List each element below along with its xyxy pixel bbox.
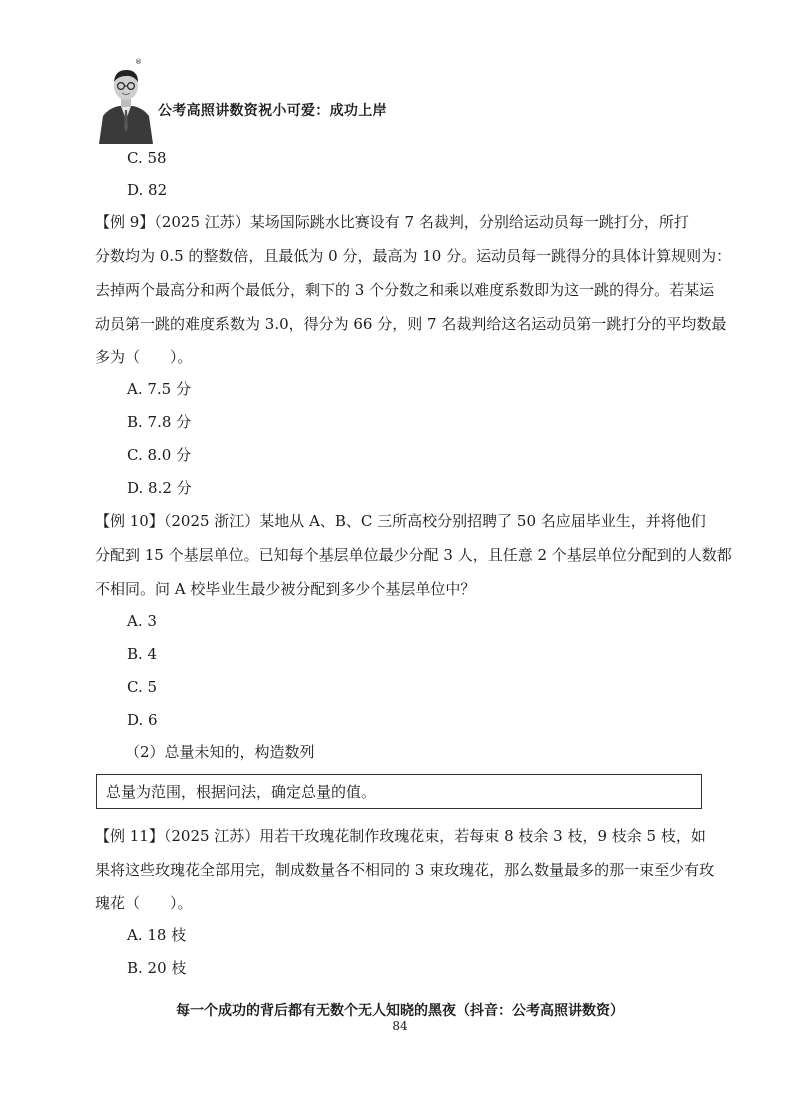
example11-line: 果将这些玫瑰花全部用完，制成数量各不相同的 3 束玫瑰花，那么数量最多的那一束至少有玫 xyxy=(95,861,715,879)
example10-line: 【例 10】（2025 浙江）某地从 A、B、C 三所高校分别招聘了 50 名应届毕业生，并将他们 xyxy=(95,512,706,530)
example11-line: 瑰花（ ）。 xyxy=(95,894,193,912)
example10-line: 不相同。问 A 校毕业生最少被分配到多少个基层单位中？ xyxy=(95,580,476,598)
example9-line: 多为（ ）。 xyxy=(95,348,193,366)
example9-option-d: D. 8.2 分 xyxy=(127,479,192,497)
example9-line: 动员第一跳的难度系数为 3.0，得分为 66 分，则 7 名裁判给这名运动员第一跳打分的平均数最 xyxy=(95,315,727,333)
example10-option-b: B. 4 xyxy=(127,645,158,663)
example11-option-a: A. 18 枝 xyxy=(127,926,187,944)
prev-option-c: C. 58 xyxy=(127,149,167,167)
example9-line: 去掉两个最高分和两个最低分，剩下的 3 个分数之和乘以难度系数即为这一跳的得分。若某运 xyxy=(95,281,715,299)
trademark-symbol: ® xyxy=(135,58,142,66)
page-number: 84 xyxy=(392,1019,408,1033)
example9-option-b: B. 7.8 分 xyxy=(127,413,192,431)
example11-line: 【例 11】（2025 江苏）用若干玫瑰花制作玫瑰花束，若每束 8 枝余 3 枝，9 枝余 5 枝，如 xyxy=(95,827,706,845)
example9-line: 分数均为 0.5 的整数倍，且最低为 0 分，最高为 10 分。运动员每一跳得分的具体计算规则为： xyxy=(95,247,732,265)
tip-box-text: 总量为范围，根据问法，确定总量的值。 xyxy=(106,783,377,801)
prev-option-d: D. 82 xyxy=(127,181,168,199)
example11-option-b: B. 20 枝 xyxy=(127,959,187,977)
example10-option-a: A. 3 xyxy=(127,612,157,630)
footer-motto: 每一个成功的背后都有无数个无人知晓的黑夜（抖音：公考高照讲数资） xyxy=(176,1003,624,1019)
header-slogan: 公考高照讲数资祝小可爱：成功上岸 xyxy=(158,103,387,119)
tip-box xyxy=(96,774,702,809)
example9-line: 【例 9】（2025 江苏）某场国际跳水比赛设有 7 名裁判，分别给运动员每一跳打分，所打 xyxy=(95,213,689,231)
example9-option-c: C. 8.0 分 xyxy=(127,446,192,464)
example10-option-c: C. 5 xyxy=(127,678,158,696)
section-heading: （2）总量未知的，构造数列 xyxy=(125,743,315,761)
example10-option-d: D. 6 xyxy=(127,711,158,729)
page-header xyxy=(95,58,435,143)
author-avatar xyxy=(95,64,157,144)
example9-option-a: A. 7.5 分 xyxy=(127,380,191,398)
example10-line: 分配到 15 个基层单位。已知每个基层单位最少分配 3 人，且任意 2 个基层单位分配到的人数都 xyxy=(95,546,732,564)
